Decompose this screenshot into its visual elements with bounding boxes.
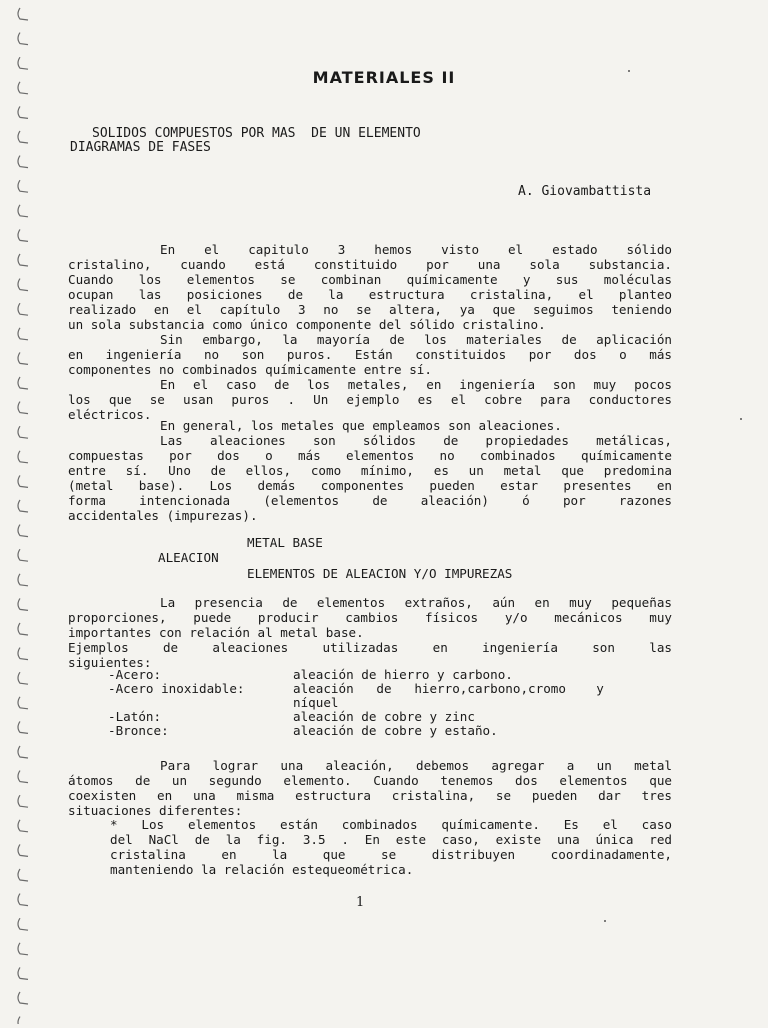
- binding-hole-icon: [18, 500, 28, 512]
- page-title: MATERIALES II: [312, 68, 456, 87]
- diagram-elementos: ELEMENTOS DE ALEACION Y/O IMPUREZAS: [247, 566, 513, 581]
- binding-holes: [12, 0, 36, 1024]
- text-line: accidentales (impurezas).: [68, 508, 258, 523]
- binding-hole-icon: [18, 279, 28, 291]
- alloy-description: aleación de cobre y zinc: [293, 709, 475, 724]
- binding-hole-icon: [18, 844, 28, 856]
- text-line: En el capitulo 3 hemos visto el estado sólido: [160, 242, 672, 257]
- binding-hole-icon: [18, 475, 28, 487]
- binding-hole-icon: [18, 746, 28, 758]
- alloy-description: aleación de cobre y estaño.: [293, 723, 498, 738]
- binding-hole-icon: [18, 869, 28, 881]
- paragraph-9: [110, 817, 672, 877]
- binding-hole-icon: [18, 156, 28, 168]
- subtitle-line-2: DIAGRAMAS DE FASES: [70, 140, 211, 155]
- text-line: Ejemplos de aleaciones utilizadas en ingeniería son las: [68, 640, 672, 655]
- text-line: manteniendo la relación estequeométrica.: [110, 862, 414, 877]
- binding-hole-icon: [18, 820, 28, 832]
- text-line: átomos de un segundo elemento. Cuando tenemos dos elementos que: [68, 773, 672, 788]
- text-line: importantes con relación al metal base.: [68, 625, 364, 640]
- binding-hole-icon: [18, 648, 28, 660]
- binding-hole-icon: [18, 918, 28, 930]
- page-number: 1: [356, 895, 365, 910]
- binding-hole-icon: [18, 303, 28, 315]
- binding-hole-icon: [18, 1017, 28, 1024]
- text-line: situaciones diferentes:: [68, 803, 243, 818]
- alloy-term: -Acero:: [108, 667, 162, 682]
- paragraph-4: [68, 418, 672, 433]
- paragraph-6: [68, 595, 672, 640]
- binding-hole-icon: [18, 574, 28, 586]
- text-line: cristalina en la que se distribuyen coordinadamente,: [110, 847, 672, 862]
- scan-speck: [740, 418, 742, 420]
- scan-speck: [604, 920, 606, 922]
- alloy-term: -Latón:: [108, 709, 162, 724]
- text-line: * Los elementos están combinados químicamente. Es el caso: [110, 817, 672, 832]
- text-line: Las aleaciones son sólidos de propiedades metálicas,: [160, 433, 672, 448]
- text-line: realizado en el capítulo 3 no se altera, ya que seguimos teniendo: [68, 302, 672, 317]
- binding-hole-icon: [18, 795, 28, 807]
- binding-hole-icon: [18, 352, 28, 364]
- binding-hole-icon: [18, 33, 28, 45]
- text-line: En general, los metales que empleamos son aleaciones.: [160, 418, 562, 433]
- binding-hole-icon: [18, 131, 28, 143]
- text-line: La presencia de elementos extraños, aún en muy pequeñas: [160, 595, 672, 610]
- binding-hole-icon: [18, 451, 28, 463]
- binding-hole-icon: [18, 721, 28, 733]
- text-line: entre sí. Uno de ellos, como mínimo, es un metal que predomina: [68, 463, 672, 478]
- binding-hole-icon: [18, 992, 28, 1004]
- text-line: Sin embargo, la mayoría de los materiales de aplicación: [160, 332, 672, 347]
- binding-hole-icon: [18, 180, 28, 192]
- binding-hole-icon: [18, 8, 28, 20]
- binding-hole-icon: [18, 697, 28, 709]
- binding-hole-icon: [18, 106, 28, 118]
- binding-hole-icon: [18, 402, 28, 414]
- binding-hole-icon: [18, 426, 28, 438]
- alloy-description: aleación de hierro y carbono.: [293, 667, 513, 682]
- paragraph-7: [68, 640, 672, 670]
- binding-hole-icon: [18, 549, 28, 561]
- alloy-term: -Acero inoxidable:: [108, 681, 245, 696]
- text-line: compuestas por dos o más elementos no combinados químicamente: [68, 448, 672, 463]
- text-line: en ingeniería no son puros. Están constituidos por dos o más: [68, 347, 672, 362]
- subtitle-line-1: SOLIDOS COMPUESTOS POR MAS DE UN ELEMENTO: [92, 126, 421, 141]
- alloy-description: níquel: [293, 695, 339, 710]
- alloy-term: -Bronce:: [108, 723, 169, 738]
- paragraph-5: [68, 433, 672, 523]
- paragraph-2: [68, 332, 672, 377]
- paragraph-3: [68, 377, 672, 422]
- binding-hole-icon: [18, 771, 28, 783]
- paragraph-8: [68, 758, 672, 818]
- text-line: Para lograr una aleación, debemos agregar a un metal: [160, 758, 672, 773]
- text-line: ocupan las posiciones de la estructura cristalina, el planteo: [68, 287, 672, 302]
- text-line: proporciones, puede producir cambios físicos y/o mecánicos muy: [68, 610, 672, 625]
- text-line: Cuando los elementos se combinan químicamente y sus moléculas: [68, 272, 672, 287]
- binding-hole-icon: [18, 328, 28, 340]
- text-line: forma intencionada (elementos de aleación) ó por razones: [68, 493, 672, 508]
- binding-hole-icon: [18, 623, 28, 635]
- text-line: coexisten en una misma estructura cristalina, se pueden dar tres: [68, 788, 672, 803]
- binding-hole-icon: [18, 525, 28, 537]
- binding-hole-icon: [18, 672, 28, 684]
- text-line: En el caso de los metales, en ingeniería son muy pocos: [160, 377, 672, 392]
- text-line: siguientes:: [68, 655, 152, 670]
- binding-hole-icon: [18, 967, 28, 979]
- text-line: cristalino, cuando está constituido por una sola substancia.: [68, 257, 672, 272]
- scan-speck: [628, 70, 630, 72]
- text-line: componentes no combinados químicamente entre sí.: [68, 362, 432, 377]
- alloy-description: aleación de hierro,carbono,cromo y: [293, 681, 604, 696]
- text-line: (metal base). Los demás componentes pueden estar presentes en: [68, 478, 672, 493]
- text-line: un sola substancia como único componente del sólido cristalino.: [68, 317, 546, 332]
- binding-hole-icon: [18, 229, 28, 241]
- text-line: del NaCl de la fig. 3.5 . En este caso, existe una única red: [110, 832, 672, 847]
- binding-hole-icon: [18, 254, 28, 266]
- binding-hole-icon: [18, 943, 28, 955]
- binding-hole-icon: [18, 205, 28, 217]
- text-line: eléctricos.: [68, 407, 152, 422]
- paragraph-1: [68, 242, 672, 332]
- binding-hole-icon: [18, 894, 28, 906]
- text-line: los que se usan puros . Un ejemplo es el cobre para conductores: [68, 392, 672, 407]
- binding-hole-icon: [18, 377, 28, 389]
- diagram-aleacion: ALEACION: [158, 550, 219, 565]
- binding-hole-icon: [18, 598, 28, 610]
- diagram-metal-base: METAL BASE: [247, 535, 323, 550]
- author: A. Giovambattista: [518, 184, 652, 199]
